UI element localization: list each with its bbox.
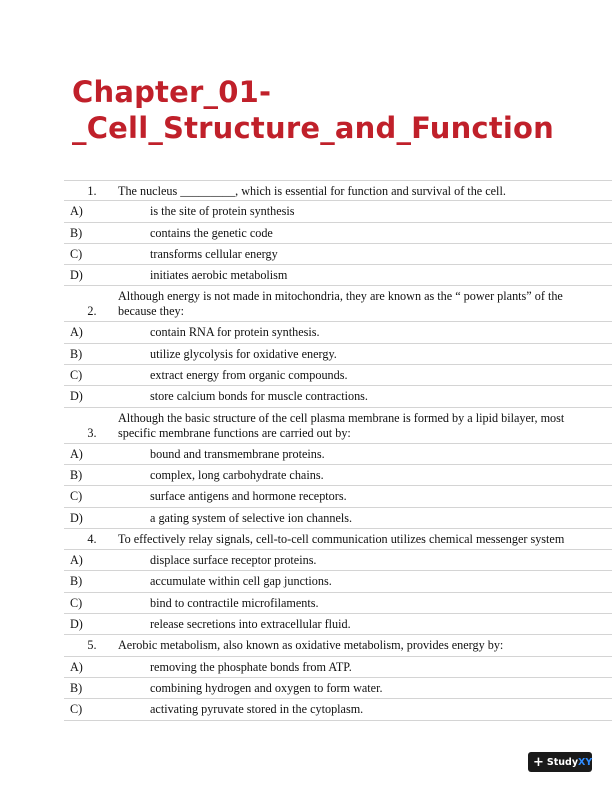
option-letter: C) xyxy=(70,489,83,504)
option-row xyxy=(64,508,612,529)
chapter-title-line-2: _Cell_Structure_and_Function xyxy=(72,111,554,145)
option-text: complex, long carbohydrate chains. xyxy=(150,467,324,482)
question-stem-line: Although the basic structure of the cell plasma membrane is formed by a lipid bilayer, most xyxy=(118,410,565,425)
option-row xyxy=(64,444,612,465)
badge-brand-accent: XY xyxy=(578,756,593,768)
option-letter: B) xyxy=(70,225,83,240)
option-text: a gating system of selective ion channels. xyxy=(150,510,353,525)
option-row xyxy=(64,614,612,635)
option-text: contain RNA for protein synthesis. xyxy=(150,325,320,340)
question-stem xyxy=(118,184,612,199)
question-stem-line: The nucleus _________, which is essential for function and survival of the cell. xyxy=(118,184,506,198)
option-text: initiates aerobic metabolism xyxy=(150,268,288,283)
question-stem-line: Although energy is not made in mitochondria, they are known as the “ power plants” of the xyxy=(118,289,563,304)
option-letter: D) xyxy=(70,510,83,525)
option-letter: C) xyxy=(70,246,83,261)
question-row xyxy=(64,286,612,322)
option-letter: A) xyxy=(70,325,83,340)
option-text: utilize glycolysis for oxidative energy. xyxy=(150,346,337,361)
question-table xyxy=(64,180,612,721)
option-text: is the site of protein synthesis xyxy=(150,204,295,219)
option-row xyxy=(64,550,612,571)
option-text: contains the genetic code xyxy=(150,225,273,240)
option-letter: B) xyxy=(70,680,83,695)
badge-brand xyxy=(547,757,592,768)
option-text: accumulate within cell gap junctions. xyxy=(150,574,332,589)
option-text: surface antigens and hormone receptors. xyxy=(150,489,347,504)
studyxy-badge[interactable] xyxy=(528,752,592,772)
option-row xyxy=(64,344,612,365)
question-stem xyxy=(118,532,612,547)
option-letter: B) xyxy=(70,346,83,361)
option-letter: A) xyxy=(70,659,83,674)
option-row xyxy=(64,386,612,407)
option-row xyxy=(64,593,612,614)
question-stem xyxy=(118,411,612,441)
option-letter: C) xyxy=(70,595,83,610)
option-letter: A) xyxy=(70,553,83,568)
option-text: activating pyruvate stored in the cytoplasm. xyxy=(150,702,364,717)
option-letter: B) xyxy=(70,467,83,482)
question-number: 4. xyxy=(87,531,97,546)
option-row xyxy=(64,365,612,386)
chapter-title-line-1: Chapter_01- xyxy=(72,75,272,109)
option-row xyxy=(64,657,612,678)
plus-icon: + xyxy=(533,754,544,770)
option-row xyxy=(64,223,612,244)
option-letter: C) xyxy=(70,368,83,383)
option-letter: D) xyxy=(70,617,83,632)
option-letter: D) xyxy=(70,389,83,404)
option-row xyxy=(64,465,612,486)
badge-brand-main: Study xyxy=(546,756,579,768)
option-text: bound and transmembrane proteins. xyxy=(150,446,325,461)
question-stem-line: because they: xyxy=(118,304,184,319)
question-stem-line: specific membrane functions are carried out by: xyxy=(118,425,351,440)
question-stem xyxy=(118,289,612,319)
question-number: 2. xyxy=(87,304,97,319)
option-row xyxy=(64,322,612,343)
option-row xyxy=(64,699,612,720)
question-row xyxy=(64,408,612,444)
option-text: release secretions into extracellular fluid. xyxy=(150,617,351,632)
option-text: removing the phosphate bonds from ATP. xyxy=(150,659,352,674)
option-text: extract energy from organic compounds. xyxy=(150,368,348,383)
option-text: transforms cellular energy xyxy=(150,246,278,261)
question-row xyxy=(64,529,612,550)
question-row xyxy=(64,180,612,201)
question-number: 1. xyxy=(87,184,97,198)
chapter-title xyxy=(72,74,554,146)
option-letter: D) xyxy=(70,268,83,283)
question-row xyxy=(64,635,612,656)
question-stem xyxy=(118,638,612,653)
option-letter: C) xyxy=(70,702,83,717)
option-letter: A) xyxy=(70,446,83,461)
option-row xyxy=(64,571,612,592)
option-text: bind to contractile microfilaments. xyxy=(150,595,319,610)
question-stem-line: Aerobic metabolism, also known as oxidative metabolism, provides energy by: xyxy=(118,638,504,653)
question-stem-line: To effectively relay signals, cell-to-cell communication utilizes chemical messenger system xyxy=(118,531,565,546)
question-number: 5. xyxy=(87,638,97,653)
option-text: store calcium bonds for muscle contractions. xyxy=(150,389,368,404)
option-letter: A) xyxy=(70,204,83,219)
option-row xyxy=(64,678,612,699)
option-row xyxy=(64,201,612,222)
option-row xyxy=(64,486,612,507)
question-number: 3. xyxy=(87,425,97,440)
option-text: combining hydrogen and oxygen to form water. xyxy=(150,680,383,695)
option-row xyxy=(64,244,612,265)
option-row xyxy=(64,265,612,286)
option-text: displace surface receptor proteins. xyxy=(150,553,317,568)
option-letter: B) xyxy=(70,574,83,589)
